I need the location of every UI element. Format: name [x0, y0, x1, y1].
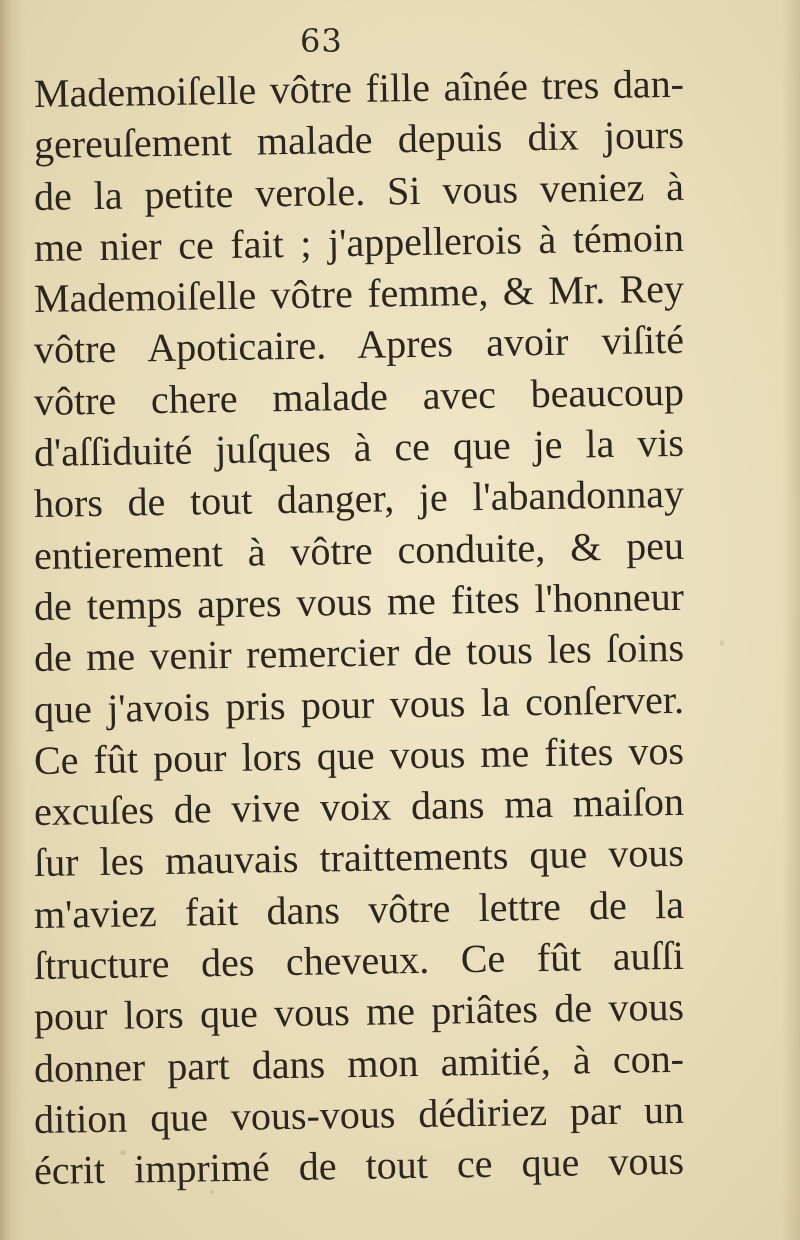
text-line: Mademoiſelle vôtre fille aînée tres dan- [33, 60, 685, 116]
text-line: vôtre chere malade avec beaucoup [33, 368, 685, 424]
text-line: Ce fût pour lors que vous me fites vos [33, 727, 685, 783]
text-line: vôtre Apoticaire. Apres avoir viſité [33, 317, 685, 373]
text-line: hors de tout danger, je l'abandonnay [33, 471, 685, 527]
body-text [33, 60, 685, 1197]
text-line: entierement à vôtre conduite, & peu [33, 522, 685, 578]
text-line: Mademoiſelle vôtre femme, & Mr. Rey [33, 265, 685, 322]
text-line: d'aſſiduité juſques à ce que je la vis [33, 419, 685, 476]
text-line: ſur les mauvais traittements que vous [33, 830, 685, 886]
text-line: me nier ce fait ; j'appellerois à témoin [33, 214, 685, 270]
page-number: 63 [300, 22, 343, 60]
text-line: de temps apres vous me fites l'honneur [33, 573, 685, 629]
gutter-shadow [0, 0, 26, 1240]
text-line: écrit imprimé de tout ce que vous [33, 1138, 685, 1194]
text-line: de me venir remercier de tous les ſoins [33, 625, 685, 681]
text-line: gereuſement malade depuis dix jours [33, 112, 685, 168]
text-line: m'aviez fait dans vôtre lettre de la [33, 881, 685, 937]
text-line: de la petite verole. Si vous veniez à [33, 163, 685, 219]
text-line: donner part dans mon amitié, à con- [33, 1035, 685, 1091]
text-line: pour lors que vous me priâtes de vous [33, 984, 685, 1040]
text-line: que j'avois pris pour vous la conſerver. [33, 676, 685, 732]
page-edge-shade [782, 0, 800, 1240]
text-line: dition que vous-vous dédiriez par un [33, 1086, 685, 1142]
text-line: ſtructure des cheveux. Ce fût auſſi [33, 932, 685, 989]
text-line: excuſes de vive voix dans ma maiſon [33, 778, 685, 835]
paper-fleck [720, 640, 724, 646]
